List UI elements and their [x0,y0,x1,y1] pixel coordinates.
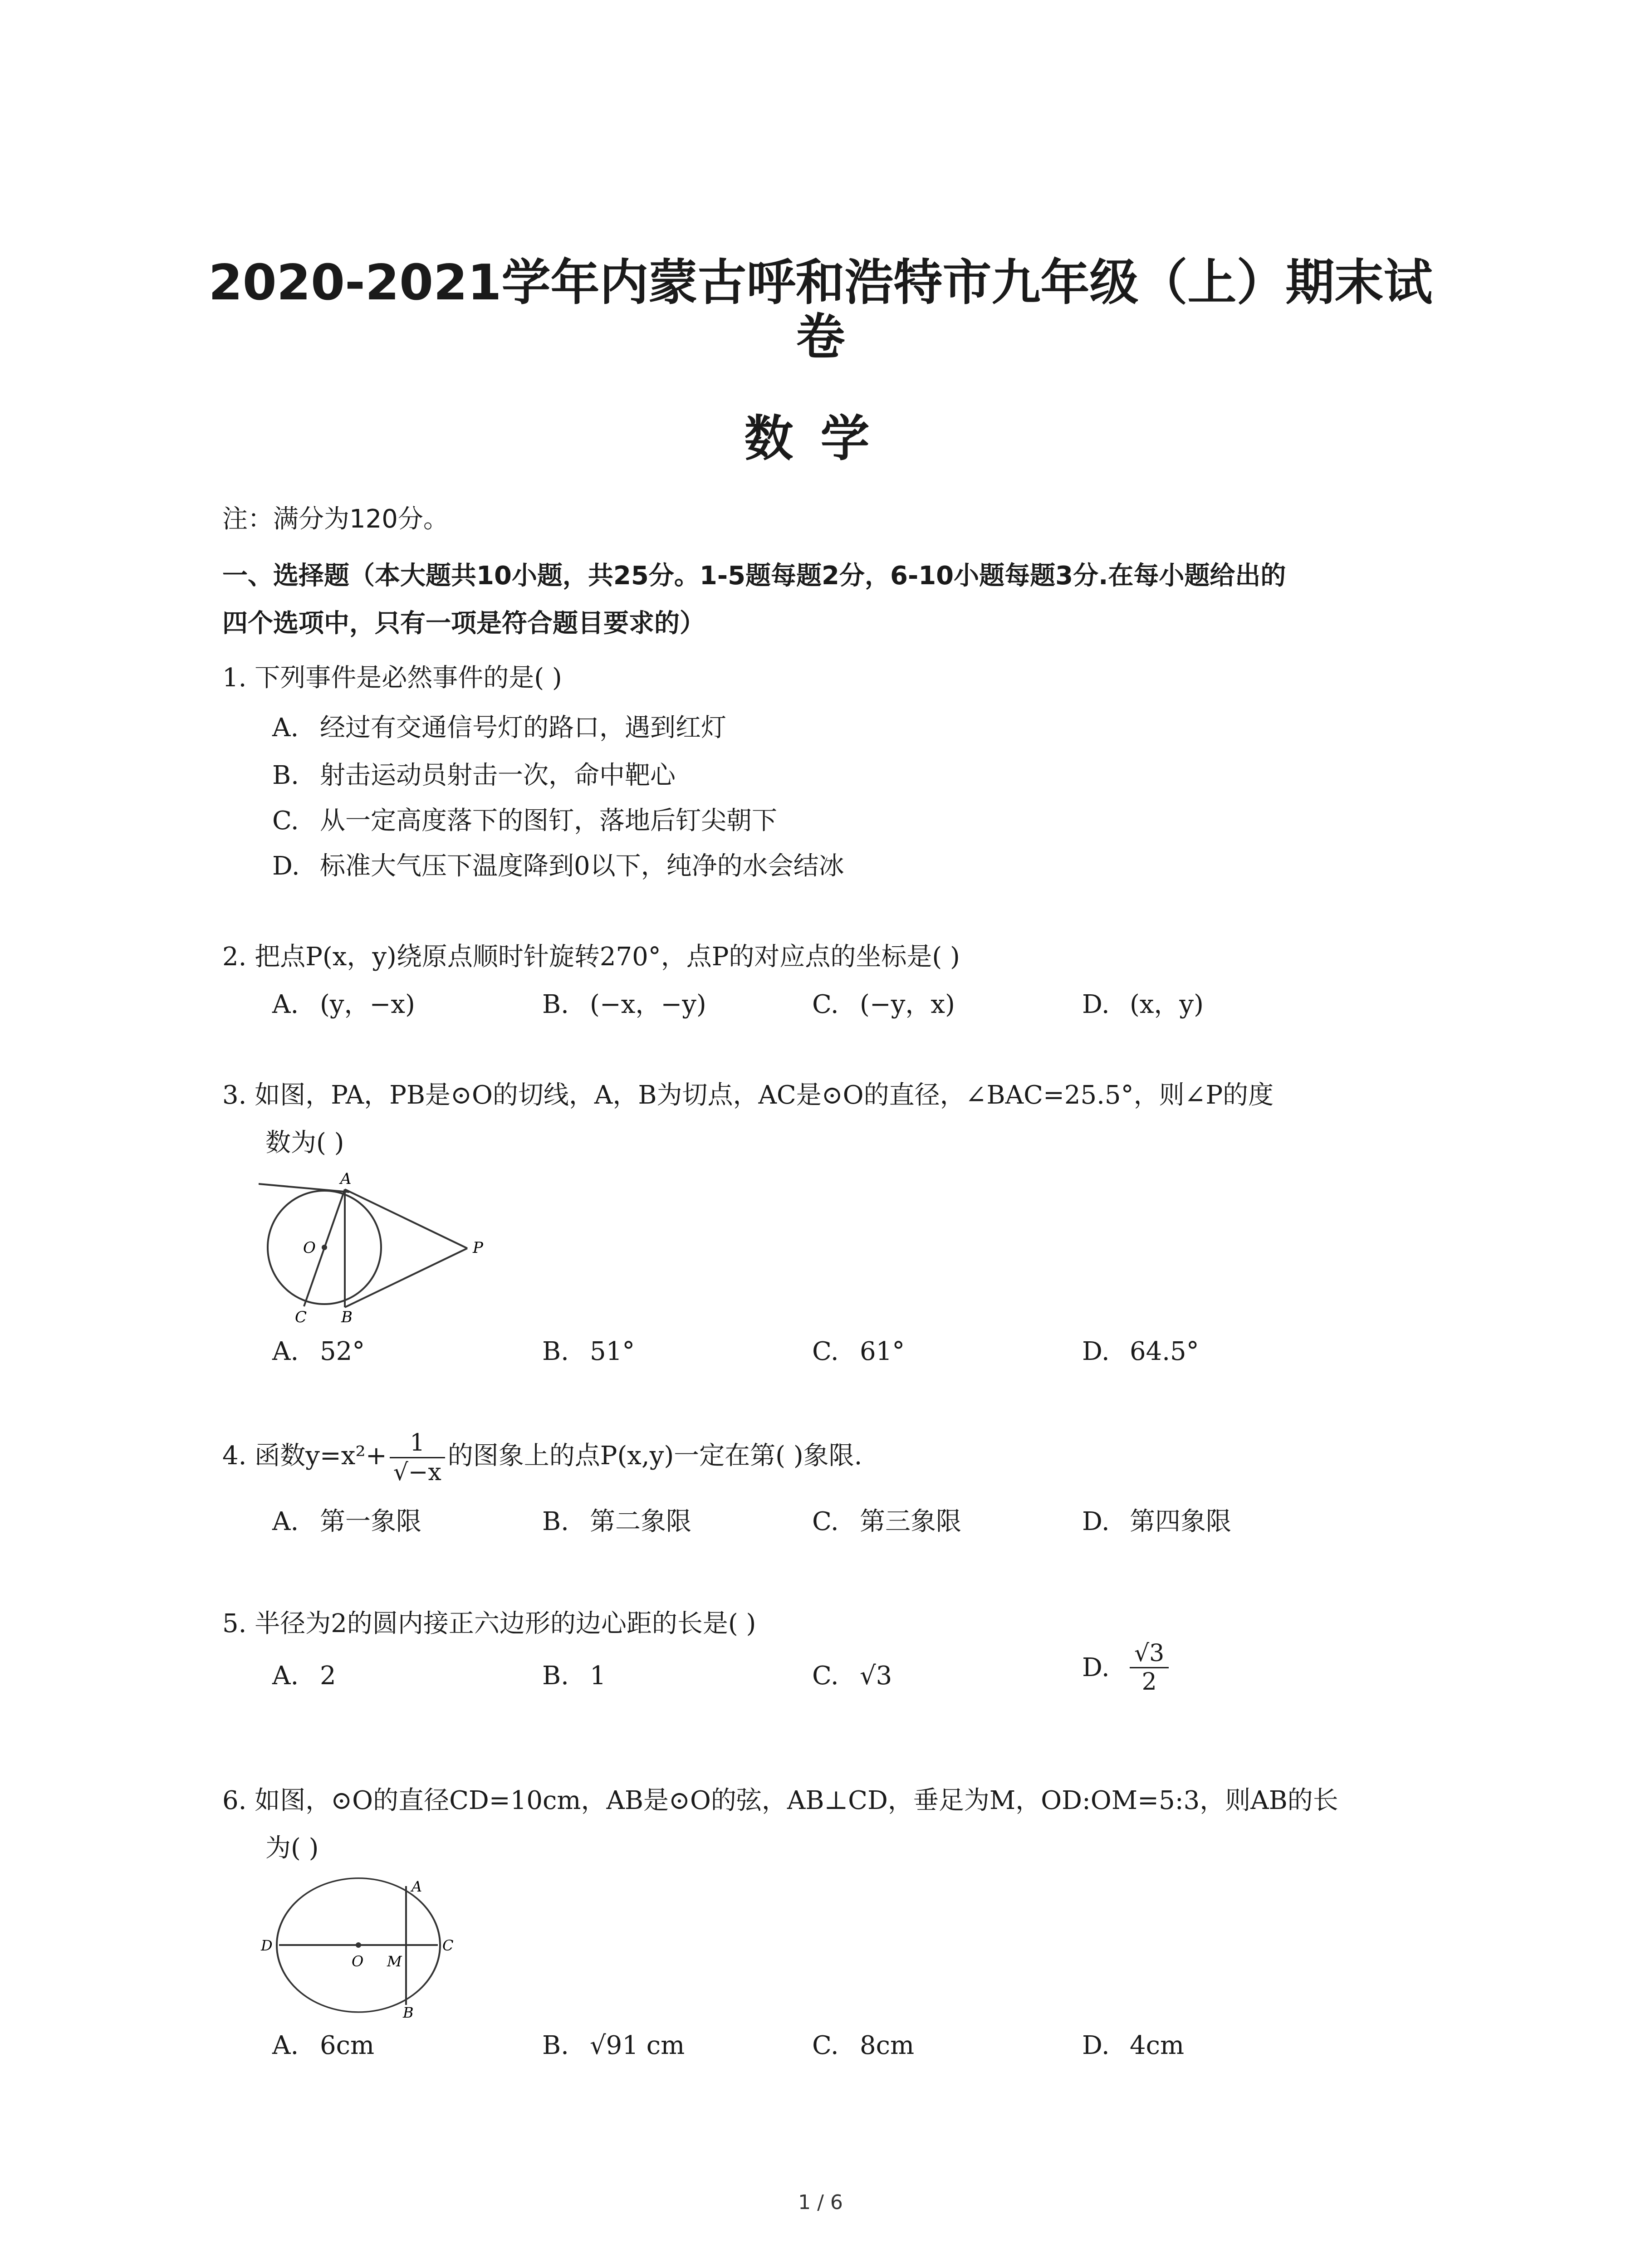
option-text: 6cm [320,2031,375,2060]
option-label: C. [812,990,839,1019]
question-4-option-d [1082,1506,1231,1538]
question-2-option-b [542,989,706,1021]
question-5-option-c [812,1660,892,1692]
q4-fraction-denominator: √−x [393,1459,441,1486]
option-text: 52° [320,1337,365,1366]
question-1-option-d [272,850,844,882]
q4-stem-pre: 4. 函数y=x²+ [222,1441,387,1471]
question-3-stem-line2: 数为( ) [265,1128,344,1158]
question-6-option-b [542,2030,685,2062]
option-text: 64.5° [1130,1337,1199,1366]
option-label: B. [542,1507,569,1536]
option-text: 从一定高度落下的图钉，落地后钉尖朝下 [320,806,777,836]
option-text: 51° [590,1337,635,1366]
option-label: D. [1082,1652,1110,1682]
option-label: C. [812,2031,839,2060]
option-text: 61° [860,1337,905,1366]
question-5-option-d [1082,1640,1169,1696]
option-text: 2 [320,1661,336,1691]
option-label: A. [272,1661,299,1691]
score-note: 注：满分为120分。 [222,504,449,534]
question-3-option-b [542,1336,635,1368]
option-text: 射击运动员射击一次，命中靶心 [320,761,676,790]
fig3-label-c: C [295,1308,307,1325]
option-text: 第一象限 [320,1507,421,1536]
option-label: B. [542,990,569,1019]
option-text: 第三象限 [860,1507,961,1536]
option-label: D. [1082,990,1110,1019]
q5-d-numerator: √3 [1130,1640,1169,1668]
question-5-option-a [272,1660,336,1692]
question-3-figure [259,1170,495,1325]
question-6-option-a [272,2030,374,2062]
option-label: A. [272,2031,299,2060]
option-label: A. [272,990,299,1019]
option-label: B. [542,1337,569,1366]
option-text: 经过有交通信号灯的路口，遇到红灯 [320,713,726,743]
q4-stem-post: 的图象上的点P(x,y)一定在第( )象限. [447,1441,862,1471]
q5-d-denominator: 2 [1141,1668,1157,1696]
question-4-stem [222,1429,862,1486]
q4-fraction-numerator: 1 [390,1429,445,1458]
option-label: C. [812,1661,839,1691]
question-3-option-c [812,1336,905,1368]
question-6-figure [259,1873,467,2019]
option-label: B. [272,761,299,790]
option-text: 第二象限 [590,1507,691,1536]
option-label: B. [542,1661,569,1691]
fig3-label-o: O [303,1239,316,1257]
question-2-option-a [272,989,415,1021]
option-label: A. [272,1507,299,1536]
q4-fraction [390,1429,445,1486]
question-1-option-b [272,760,676,792]
option-text: 4cm [1130,2031,1185,2060]
question-3-stem-line1: 3. 如图，PA，PB是⊙O的切线，A，B为切点，AC是⊙O的直径，∠BAC=25.5°，则∠P的度 [222,1080,1274,1110]
fig6-label-c: C [442,1937,454,1954]
option-label: A. [272,713,299,743]
q5-d-fraction [1130,1640,1169,1696]
option-text: 标准大气压下温度降到0以下，纯净的水会结冰 [320,851,844,881]
option-text: (x，y) [1130,990,1204,1019]
section-heading-line2: 四个选项中，只有一项是符合题目要求的） [222,609,705,638]
fig3-label-p: P [473,1239,483,1257]
question-6-option-c [812,2030,914,2062]
question-4-option-b [542,1506,691,1538]
option-text: (y，−x) [320,990,415,1019]
question-1-option-a [272,712,726,744]
question-6-stem-line2: 为( ) [265,1833,319,1863]
question-1-stem: 1. 下列事件是必然事件的是( ) [222,663,562,693]
fig3-label-b: B [341,1308,353,1325]
question-2-option-d [1082,989,1204,1021]
fig3-label-a: A [340,1170,352,1188]
fig6-label-m: M [387,1953,402,1970]
question-4-option-a [272,1506,421,1538]
question-3-option-d [1082,1336,1199,1368]
option-text: √91 cm [590,2031,685,2060]
option-label: C. [272,806,299,836]
option-text: √3 [860,1661,892,1691]
option-label: C. [812,1337,839,1366]
option-label: A. [272,1337,299,1366]
option-label: C. [812,1507,839,1536]
question-1-option-c [272,805,777,837]
exam-subject: 数学 [744,411,897,467]
question-6-option-d [1082,2030,1184,2062]
question-3-option-a [272,1336,365,1368]
option-label: D. [1082,2031,1110,2060]
option-label: D. [1082,1337,1110,1366]
option-text: (−x，−y) [590,990,706,1019]
exam-title-line1: 2020-2021学年内蒙古呼和浩特市九年级（上）期末试 [208,254,1433,311]
question-2-option-c [812,989,955,1021]
fig6-label-b: B [403,2004,414,2019]
option-text: 8cm [860,2031,915,2060]
question-4-option-c [812,1506,961,1538]
option-label: D. [1082,1507,1110,1536]
option-text: 1 [590,1661,606,1691]
question-2-stem: 2. 把点P(x，y)绕原点顺时针旋转270°，点P的对应点的坐标是( ) [222,942,960,972]
option-text: 第四象限 [1130,1507,1231,1536]
fig6-label-a: A [411,1878,422,1895]
exam-title-line2: 卷 [796,309,845,366]
section-heading-line1: 一、选择题（本大题共10小题，共25分。1-5题每题2分，6-10小题每题3分.在每小题给出的 [222,561,1286,591]
page-number: 1 / 6 [798,2191,843,2214]
question-5-stem: 5. 半径为2的圆内接正六边形的边心距的长是( ) [222,1609,756,1638]
question-6-stem-line1: 6. 如图，⊙O的直径CD=10cm，AB是⊙O的弦，AB⊥CD，垂足为M，OD:OM=5:3，则AB的长 [222,1786,1338,1815]
option-label: D. [272,851,300,881]
option-text: (−y，x) [860,990,955,1019]
fig6-label-d: D [261,1937,273,1954]
option-label: B. [542,2031,569,2060]
fig6-label-o: O [352,1953,364,1970]
question-5-option-b [542,1660,606,1692]
